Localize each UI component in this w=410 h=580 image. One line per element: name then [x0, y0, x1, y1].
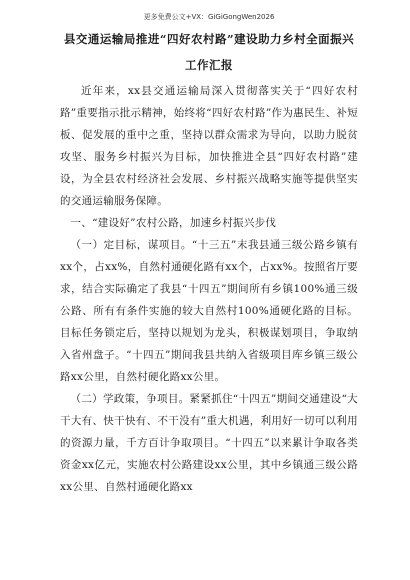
section-heading: 一、“建设好”农村公路，加速乡村振兴步伐 — [70, 217, 277, 229]
page-header: 更多免费公文+VX：GiGiGongWen2026 — [143, 13, 275, 21]
subsection-paragraph: （一）定目标，谋项目。“十三五”末我县通三级公路乡镇有xx个，占xx%，自然村通硬化路有xx个，占xx%。按照省厅要求，结合实际确定了我县“十四五”期间所有乡镇100%通三级公路、所有有条件实施的较大自然村100%通硬化路的目标。目标任务锁定后，坚持以规划为龙头，积极谋划项目，争取纳入省州盘子。“十四五”期间我县共纳入省级项目库乡镇三级公路xx公里，自然村硬化路xx公里。 — [60, 239, 358, 383]
document-title: 县交通运输局推进“四好农村路”建设助力乡村全面振兴 — [63, 32, 355, 46]
subsection-paragraph: （二）学政策，争项目。紧紧抓住“十四五”期间交通建设“大干大有、快干快有、不干没有”重大机遇，利用好一切可以利用的资源力量，千方百计争取项目。“十四五”以来累计争取各类资金xx亿元，实施农村公路建设xx公里，其中乡镇通三级公路xx公里、自然村通硬化路xx — [60, 393, 358, 493]
intro-paragraph: 近年来，xx县交通运输局深入贯彻落实关于“四好农村路”重要指示批示精神，始终将“四好农村路”作为惠民生、补短板、促发展的重中之重，坚持以群众需求为导向，以助力脱贫攻坚、服务乡村振兴为目标，加快推进全县“四好农村路”建设，为全县农村经济社会发展、乡村振兴战略实施等提供坚实的交通运输服务保障。 — [60, 85, 358, 207]
document-subtitle: 工作汇报 — [185, 58, 233, 72]
document-body — [60, 80, 358, 498]
